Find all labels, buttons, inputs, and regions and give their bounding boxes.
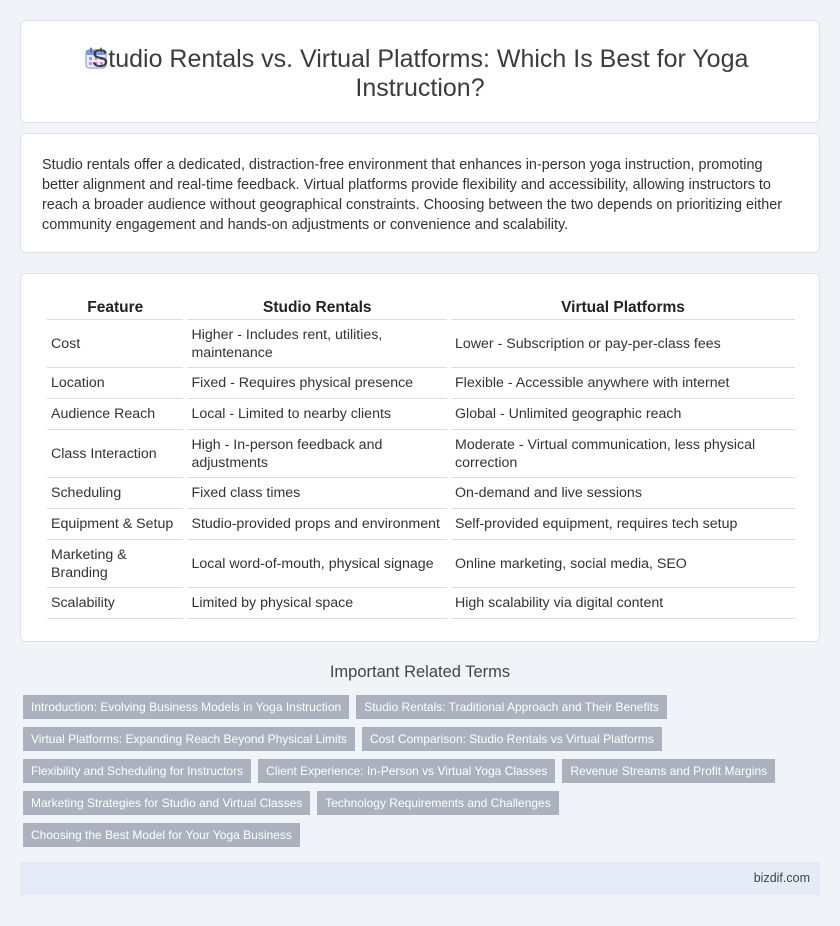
- intro-card: [20, 133, 820, 253]
- table-row: [47, 588, 795, 619]
- row-studio: Local word-of-mouth, physical signage: [187, 540, 447, 588]
- table-row: [47, 430, 795, 478]
- related-term-tag[interactable]: Introduction: Evolving Business Models in Yoga Instruction: [23, 695, 349, 719]
- related-term-tag[interactable]: Marketing Strategies for Studio and Virtual Classes: [23, 791, 310, 815]
- header-virtual-platforms: Virtual Platforms: [451, 296, 795, 320]
- header-feature: Feature: [47, 296, 183, 320]
- row-feature: Scheduling: [47, 478, 183, 509]
- row-studio: Fixed - Requires physical presence: [187, 368, 447, 399]
- row-virtual: Flexible - Accessible anywhere with internet: [451, 368, 795, 399]
- table-row: [47, 478, 795, 509]
- row-virtual: On-demand and live sessions: [451, 478, 795, 509]
- row-feature: Marketing & Branding: [47, 540, 183, 588]
- row-feature: Location: [47, 368, 183, 399]
- comparison-card: [20, 273, 820, 642]
- related-terms-list: [23, 695, 823, 847]
- row-virtual: Self-provided equipment, requires tech setup: [451, 509, 795, 540]
- related-term-tag[interactable]: Technology Requirements and Challenges: [317, 791, 558, 815]
- table-row: [47, 399, 795, 430]
- related-terms-title: Important Related Terms: [329, 663, 511, 681]
- header-studio-rentals: Studio Rentals: [187, 296, 447, 320]
- footer-site-link[interactable]: bizdif.com: [753, 871, 810, 885]
- row-virtual: Lower - Subscription or pay-per-class fees: [451, 320, 795, 368]
- row-feature: Cost: [47, 320, 183, 368]
- related-term-tag[interactable]: Client Experience: In-Person vs Virtual Yoga Classes: [258, 759, 555, 783]
- related-term-tag[interactable]: Virtual Platforms: Expanding Reach Beyond Physical Limits: [23, 727, 355, 751]
- table-row: [47, 540, 795, 588]
- table-header-row: [47, 296, 795, 320]
- row-virtual: Global - Unlimited geographic reach: [451, 399, 795, 430]
- related-term-tag[interactable]: Choosing the Best Model for Your Yoga Business: [23, 823, 300, 847]
- page-title: Studio Rentals vs. Virtual Platforms: Which Is Best for Yoga Instruction?: [91, 45, 749, 102]
- table-row: [47, 368, 795, 399]
- row-feature: Equipment & Setup: [47, 509, 183, 540]
- row-virtual: High scalability via digital content: [451, 588, 795, 619]
- row-virtual: Moderate - Virtual communication, less physical correction: [451, 430, 795, 478]
- related-term-tag[interactable]: Studio Rentals: Traditional Approach and Their Benefits: [356, 695, 667, 719]
- footer-bar: [20, 862, 820, 895]
- row-studio: Fixed class times: [187, 478, 447, 509]
- row-studio: Studio-provided props and environment: [187, 509, 447, 540]
- related-term-tag[interactable]: Flexibility and Scheduling for Instructors: [23, 759, 251, 783]
- related-term-tag[interactable]: Cost Comparison: Studio Rentals vs Virtual Platforms: [362, 727, 662, 751]
- row-studio: Limited by physical space: [187, 588, 447, 619]
- table-row: [47, 509, 795, 540]
- row-feature: Class Interaction: [47, 430, 183, 478]
- table-row: [47, 320, 795, 368]
- related-term-tag[interactable]: Revenue Streams and Profit Margins: [562, 759, 775, 783]
- comparison-table: [43, 296, 799, 619]
- row-studio: Local - Limited to nearby clients: [187, 399, 447, 430]
- row-virtual: Online marketing, social media, SEO: [451, 540, 795, 588]
- row-feature: Audience Reach: [47, 399, 183, 430]
- row-studio: High - In-person feedback and adjustments: [187, 430, 447, 478]
- header-card: [20, 20, 820, 123]
- row-studio: Higher - Includes rent, utilities, maintenance: [187, 320, 447, 368]
- row-feature: Scalability: [47, 588, 183, 619]
- intro-paragraph: Studio rentals offer a dedicated, distraction-free environment that enhances in-person yoga instruction, promoting better alignment and real-time feedback. Virtual platforms provide flexibility and accessibility, allowing instructors to reach a broader audience without geographical constraints. Choosing between the two depends on prioritizing either community engagement and hands-on adjustments or convenience and scalability.: [42, 157, 782, 233]
